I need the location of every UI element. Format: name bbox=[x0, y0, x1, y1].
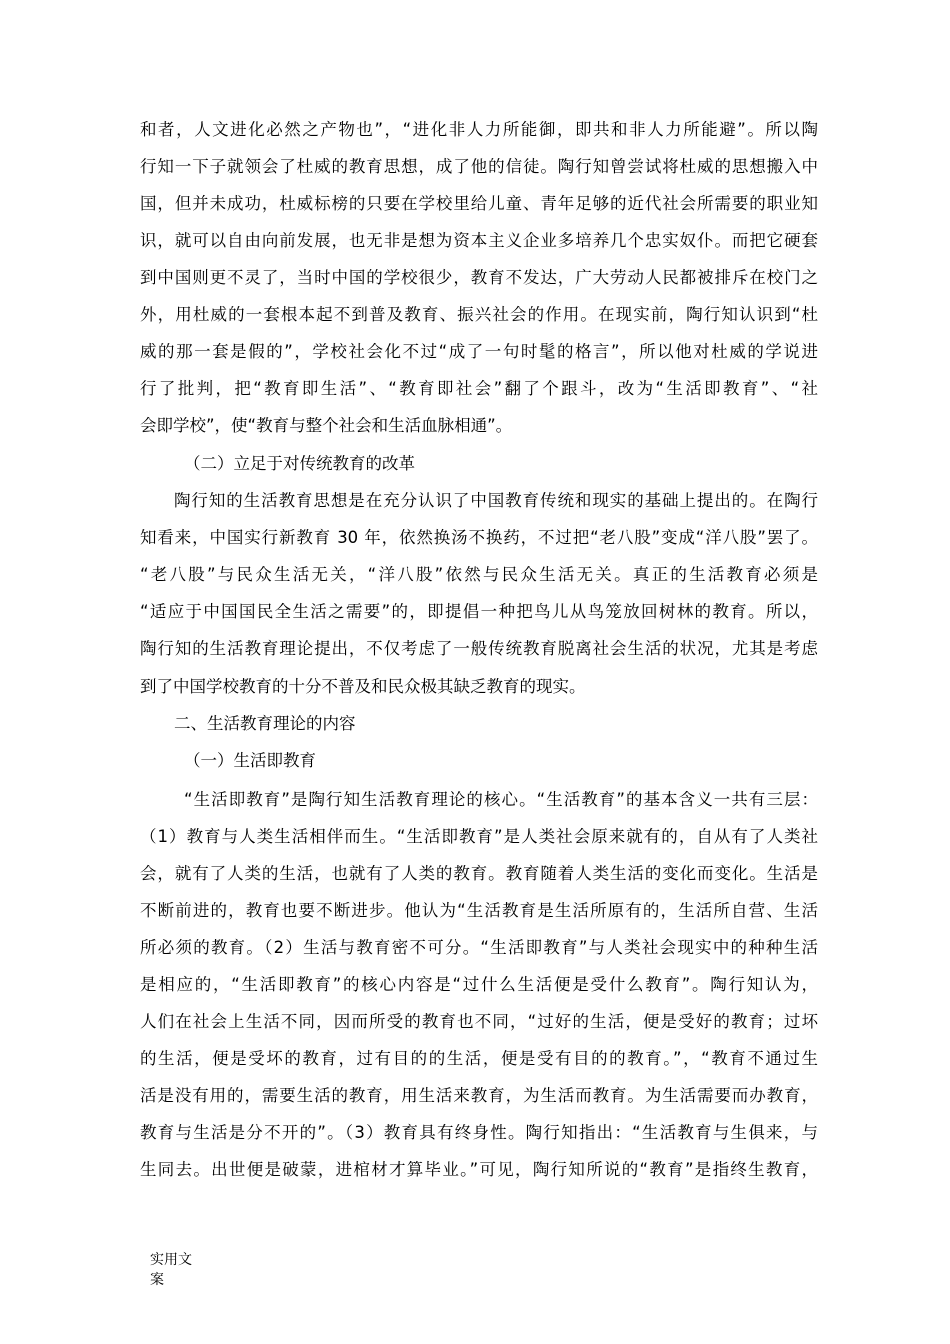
text-line: 不断前进的，教育也要不断进步。他认为“生活教育是生活所原有的，生活所自营、生活 bbox=[140, 901, 818, 920]
subsection-heading-traditional-reform: （二）立足于对传统教育的改革 bbox=[184, 454, 415, 473]
text-line: 的生活，便是受坏的教育，过有目的的生活，便是受有目的的教育。”，“教育不通过生 bbox=[140, 1049, 818, 1068]
text-line: 到中国则更不灵了，当时中国的学校很少，教育不发达，广大劳动人民都被排斥在校门之 bbox=[140, 268, 818, 287]
text-line: 威的那一套是假的”，学校社会化不过“成了一句时髦的格言”，所以他对杜威的学说进 bbox=[140, 342, 818, 361]
text-line: 行知一下子就领会了杜威的教育思想，成了他的信徒。陶行知曾尝试将杜威的思想搬入中 bbox=[140, 157, 818, 176]
text-line: （1）教育与人类生活相伴而生。“生活即教育”是人类社会原来就有的，自从有了人类社 bbox=[140, 827, 818, 846]
text-line: 陶行知的生活教育理论提出，不仅考虑了一般传统教育脱离社会生活的状况，尤其是考虑 bbox=[140, 639, 818, 658]
page-footer bbox=[150, 1250, 198, 1290]
text-line: “老八股”与民众生活无关，“洋八股”依然与民众生活无关。真正的生活教育必须是 bbox=[140, 565, 818, 584]
text-line: 人们在社会上生活不同，因而所受的教育也不同，“过好的生活，便是受好的教育；过坏 bbox=[140, 1012, 818, 1031]
text-line: 国，但并未成功，杜威标榜的只要在学校里给儿童、青年足够的近代社会所需要的职业知 bbox=[140, 194, 818, 213]
text-line: 和者，人文进化必然之产物也”，“进化非人力所能御，即共和非人力所能避”。所以陶 bbox=[140, 120, 818, 139]
text-line: 教育与生活是分不开的”。（3）教育具有终身性。陶行知指出：“生活教育与生俱来，与 bbox=[140, 1123, 818, 1142]
text-line: “适应于中国国民全生活之需要”的，即提倡一种把鸟儿从鸟笼放回树林的教育。所以， bbox=[140, 602, 818, 621]
text-line: 知看来，中国实行新教育 30 年，依然换汤不换药，不过把“老八股”变成“洋八股”罢了。 bbox=[140, 528, 818, 547]
text-line: 识，就可以自由向前发展，也无非是想为资本主义企业多培养几个忠实奴仆。而把它硬套 bbox=[140, 231, 818, 250]
text-line: 行了批判，把“教育即生活”、“教育即社会”翻了个跟斗，改为“生活即教育”、“社 bbox=[140, 379, 818, 398]
text-line: 外，用杜威的一套根本起不到普及教育、振兴社会的作用。在现实前，陶行知认识到“杜 bbox=[140, 305, 818, 324]
text-line: “生活即教育”是陶行知生活教育理论的核心。“生活教育”的基本含义一共有三层： bbox=[184, 790, 818, 809]
text-line: 生同去。出世便是破蒙，进棺材才算毕业。”可见，陶行知所说的“教育”是指终生教育， bbox=[140, 1160, 818, 1179]
section-heading-theory-content: 二、生活教育理论的内容 bbox=[174, 714, 356, 733]
footer-text: 实用文 bbox=[150, 1252, 192, 1268]
text-line: 所必须的教育。（2）生活与教育密不可分。“生活即教育”与人类社会现实中的种种生活 bbox=[140, 938, 818, 957]
text-line: 活是没有用的，需要生活的教育，用生活来教育，为生活而教育。为生活需要而办教育， bbox=[140, 1086, 818, 1105]
text-line: 到了中国学校教育的十分不普及和民众极其缺乏教育的现实。 bbox=[140, 677, 586, 696]
text-line: 会，就有了人类的生活，也就有了人类的教育。教育随着人类生活的变化而变化。生活是 bbox=[140, 864, 818, 883]
text-line: 陶行知的生活教育思想是在充分认识了中国教育传统和现实的基础上提出的。在陶行 bbox=[174, 491, 818, 510]
subsection-heading-life-is-education: （一）生活即教育 bbox=[184, 751, 316, 770]
text-line: 是相应的，“生活即教育”的核心内容是“过什么生活便是受什么教育”。陶行知认为， bbox=[140, 975, 818, 994]
text-line: 会即学校”，使“教育与整个社会和生活血脉相通”。 bbox=[140, 416, 513, 435]
footer-text: 案 bbox=[150, 1272, 164, 1288]
